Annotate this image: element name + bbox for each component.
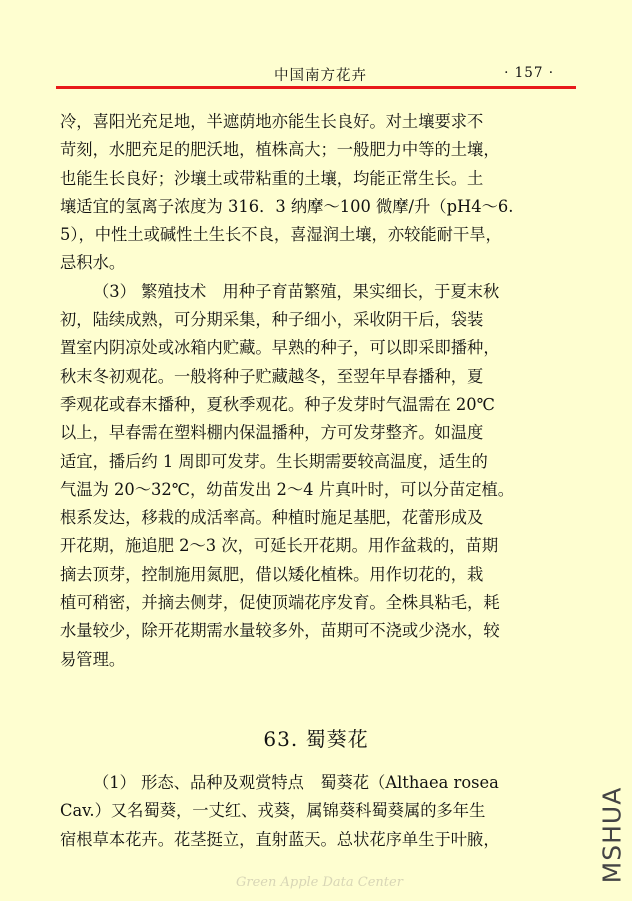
header-rule	[56, 86, 576, 89]
text-line: 初，陆续成熟，可分期采集，种子细小，采收阴干后，袋装	[60, 310, 484, 330]
page-number: · 157 ·	[504, 65, 554, 81]
text-line: 5），中性土或碱性土生长不良，喜湿润土壤，亦较能耐干旱，	[60, 225, 502, 245]
text-line: 季观花或春末播种，夏秋季观花。种子发芽时气温需在 20℃	[60, 394, 495, 414]
section-body	[60, 769, 580, 854]
section-heading: 63. 蜀葵花	[263, 727, 369, 751]
text-line: 植可稍密，并摘去侧芽，促使顶端花序发育。全株具粘毛，耗	[60, 593, 500, 613]
text-line: 壤适宜的氢离子浓度为 316．3 纳摩～100 微摩/升（pH4～6.	[60, 196, 514, 216]
text-line: 苛刻，水肥充足的肥沃地，植株高大；一般肥力中等的土壤，	[60, 140, 500, 160]
text-line: 根系发达，移栽的成活率高。种植时施足基肥，花蕾形成及	[60, 508, 484, 528]
body-text	[60, 108, 580, 674]
running-header	[56, 62, 576, 86]
text-line: 秋末冬初观花。一般将种子贮藏越冬，至翌年早春播种，夏	[60, 366, 484, 386]
text-line: 也能生长良好；沙壤土或带粘重的土壤，均能正常生长。土	[60, 168, 484, 188]
text-line: 冷，喜阳光充足地，半遮荫地亦能生长良好。对土壤要求不	[60, 112, 484, 131]
text-line: 宿根草本花卉。花茎挺立，直射蓝天。总状花序单生于叶腋，	[60, 829, 500, 849]
text-line: 忌积水。	[60, 253, 126, 273]
text-line: 开花期，施追肥 2～3 次，可延长开花期。用作盆栽的，苗期	[60, 536, 499, 556]
footer-watermark: Green Apple Data Center	[236, 875, 403, 890]
text-line: Cav.）又名蜀葵，一丈红、戎葵，属锦葵科蜀葵属的多年生	[60, 801, 486, 821]
text-line: 适宜，播后约 1 周即可发芽。生长期需要较高温度，适生的	[60, 451, 488, 471]
text-line: 以上，早春需在塑料棚内保温播种，方可发芽整齐。如温度	[60, 423, 484, 443]
text-line: （1） 形态、品种及观赏特点 蜀葵花（Althaea rosea	[93, 773, 499, 792]
text-line: 摘去顶芽，控制施用氮肥，借以矮化植株。用作切花的，栽	[60, 564, 484, 584]
text-line: 水量较少，除开花期需水量较多外，苗期可不浇或少浇水，较	[60, 621, 500, 641]
side-watermark-text: MSHUA	[597, 786, 627, 884]
side-watermark	[594, 780, 630, 890]
text-line: （3） 繁殖技术 用种子育苗繁殖，果实细长，于夏末秋	[93, 281, 500, 301]
running-title: 中国南方花卉	[274, 68, 367, 84]
text-line: 易管理。	[60, 649, 126, 669]
text-line: 置室内阴凉处或冰箱内贮藏。早熟的种子，可以即采即播种，	[60, 338, 500, 358]
text-line: 气温为 20～32℃，幼苗发出 2～4 片真叶时，可以分苗定植。	[60, 479, 515, 499]
